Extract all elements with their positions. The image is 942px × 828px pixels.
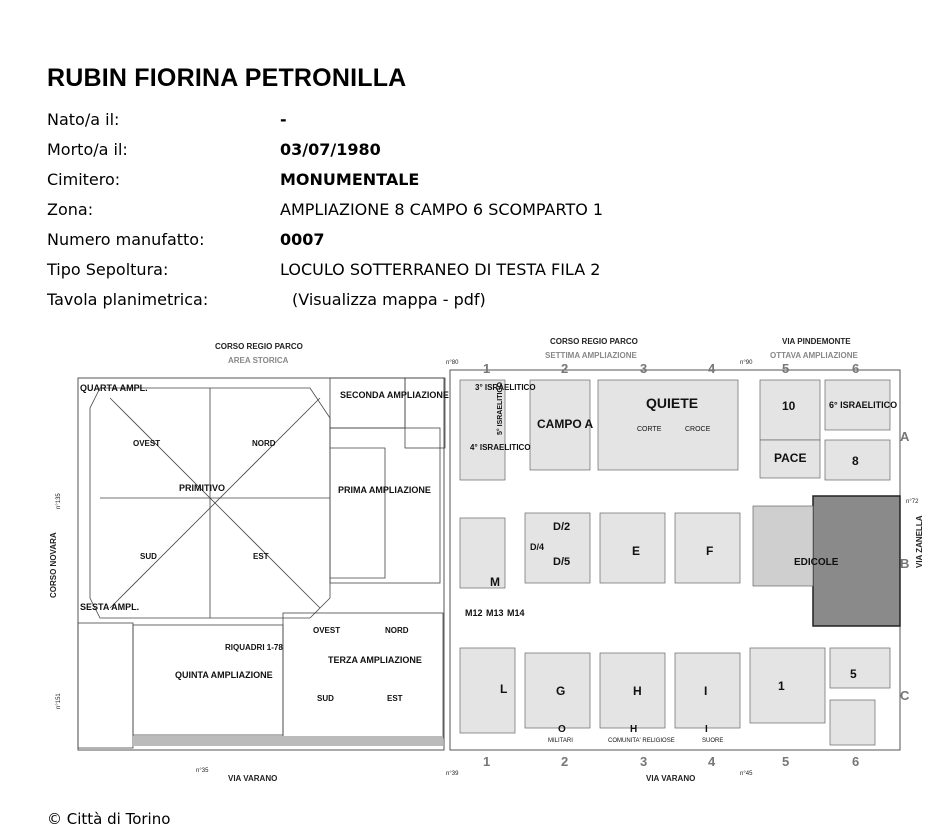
zone-label: CROCE — [685, 426, 711, 433]
zone-label: NORD — [252, 439, 276, 448]
zone-label: F — [706, 544, 714, 558]
zone-label: CORTE — [637, 426, 662, 433]
zone-label: PRIMITIVO — [179, 483, 226, 493]
gate-label: n°90 — [740, 360, 753, 366]
zone-label: D/5 — [553, 556, 571, 568]
zone-label: EST — [387, 694, 403, 703]
view-map-pdf-link[interactable]: (Visualizza mappa - pdf) — [292, 290, 486, 309]
zone-label: SUD — [317, 694, 334, 703]
street-label: CORSO NOVARA — [49, 532, 58, 598]
zone-label: RIQUADRI 1-78 — [225, 643, 283, 652]
copyright-notice: © Città di Torino — [47, 810, 171, 828]
street-label: CORSO REGIO PARCO — [550, 337, 638, 346]
gate-label: n°135 — [56, 493, 62, 509]
zone-label: 4° ISRAELITICO — [470, 443, 531, 452]
zone-label: EDICOLE — [794, 557, 839, 568]
row-letter: C — [900, 688, 910, 703]
deceased-name: RUBIN FIORINA PETRONILLA — [47, 64, 407, 92]
field-value: - — [280, 110, 287, 129]
field-label: Tipo Sepoltura: — [47, 260, 169, 279]
column-number: 4 — [708, 754, 716, 769]
zone-label: M14 — [507, 608, 525, 618]
zone-label: D/2 — [553, 521, 571, 533]
street-label: VIA VARANO — [646, 774, 696, 783]
field-value: 03/07/1980 — [280, 140, 381, 159]
zone-label: SUORE — [702, 738, 724, 744]
field-burial-type — [47, 260, 747, 290]
gate-label: n°45 — [740, 771, 753, 777]
zone-label: H — [630, 724, 638, 735]
column-number: 2 — [561, 361, 569, 376]
gate-label: n°151 — [56, 693, 62, 709]
area-label: AREA STORICA — [228, 356, 289, 365]
zone-label: SECONDA AMPLIAZIONE — [340, 390, 449, 400]
zone-label: M13 — [486, 608, 504, 618]
zone-label: CAMPO A — [537, 417, 594, 431]
zone-label: NORD — [385, 626, 409, 635]
zone-label: MILITARI — [548, 738, 573, 744]
field-map — [47, 290, 747, 320]
street-label: VIA PINDEMONTE — [782, 337, 851, 346]
zone-label: I — [704, 684, 708, 698]
zone-label: D/4 — [530, 542, 545, 552]
zone-label: 5 — [850, 667, 857, 681]
field-value: 0007 — [280, 230, 325, 249]
column-number: 3 — [640, 361, 648, 376]
zone-label: PACE — [774, 451, 807, 465]
field-label: Morto/a il: — [47, 140, 128, 159]
field-zone — [47, 200, 747, 230]
column-number: 5 — [782, 754, 790, 769]
zone-label: EST — [253, 552, 269, 561]
record-details — [47, 110, 747, 320]
column-number: 6 — [852, 361, 860, 376]
zone-label: COMUNITA' RELIGIOSE — [608, 738, 675, 744]
zone-label: 8 — [852, 454, 859, 468]
zone-label: L — [500, 682, 508, 696]
zone-label: OVEST — [313, 626, 341, 635]
zone-label: SUD — [140, 552, 157, 561]
cemetery-map[interactable] — [40, 328, 924, 790]
field-label: Zona: — [47, 200, 94, 219]
street-label: VIA ZANELLA — [915, 515, 924, 568]
zone-label: M12 — [465, 608, 483, 618]
column-number: 4 — [708, 361, 716, 376]
column-number: 1 — [483, 754, 491, 769]
field-born — [47, 110, 747, 140]
zone-label: QUARTA AMPL. — [80, 383, 148, 393]
gate-label: n°39 — [446, 771, 459, 777]
zone-label: PRIMA AMPLIAZIONE — [338, 485, 431, 495]
zone-label: M — [490, 575, 500, 589]
zone-label: O — [558, 724, 566, 735]
field-label: Tavola planimetrica: — [47, 290, 209, 309]
zone-label: SESTA AMPL. — [80, 602, 140, 612]
field-label: Cimitero: — [47, 170, 121, 189]
column-number: 3 — [640, 754, 648, 769]
field-value: MONUMENTALE — [280, 170, 420, 189]
row-letter: A — [900, 429, 910, 444]
gate-label: n°35 — [196, 768, 209, 774]
field-cemetery — [47, 170, 747, 200]
field-label: Nato/a il: — [47, 110, 120, 129]
gate-label: n°72 — [906, 499, 919, 505]
area-label: SETTIMA AMPLIAZIONE — [545, 351, 637, 360]
zone-label: QUINTA AMPLIAZIONE — [175, 670, 273, 680]
zone-label: E — [632, 544, 641, 558]
field-value: LOCULO SOTTERRANEO DI TESTA FILA 2 — [280, 260, 601, 279]
zone-label: H — [633, 684, 642, 698]
column-number: 1 — [483, 361, 491, 376]
zone-label: 6° ISRAELITICO — [829, 400, 898, 410]
street-label: VIA VARANO — [228, 774, 278, 783]
field-label: Numero manufatto: — [47, 230, 205, 249]
column-number: 5 — [782, 361, 790, 376]
zone-label: TERZA AMPLIAZIONE — [328, 655, 422, 665]
zone-label: I — [705, 724, 708, 735]
row-letter: B — [900, 556, 910, 571]
field-died — [47, 140, 747, 170]
zone-label: G — [556, 684, 566, 698]
area-label: OTTAVA AMPLIAZIONE — [770, 351, 858, 360]
zone-label: 1 — [778, 679, 785, 693]
zone-label: 3° ISRAELITICO — [475, 383, 536, 392]
gate-label: n°80 — [446, 360, 459, 366]
column-number: 6 — [852, 754, 860, 769]
field-number — [47, 230, 747, 260]
column-number: 2 — [561, 754, 569, 769]
zone-label: OVEST — [133, 439, 161, 448]
street-label: CORSO REGIO PARCO — [215, 342, 303, 351]
zone-label: 10 — [782, 399, 796, 413]
zone-label: 5° ISRAELITICO — [497, 382, 504, 435]
field-value: AMPLIAZIONE 8 CAMPO 6 SCOMPARTO 1 — [280, 200, 604, 219]
zone-label: QUIETE — [646, 395, 699, 411]
